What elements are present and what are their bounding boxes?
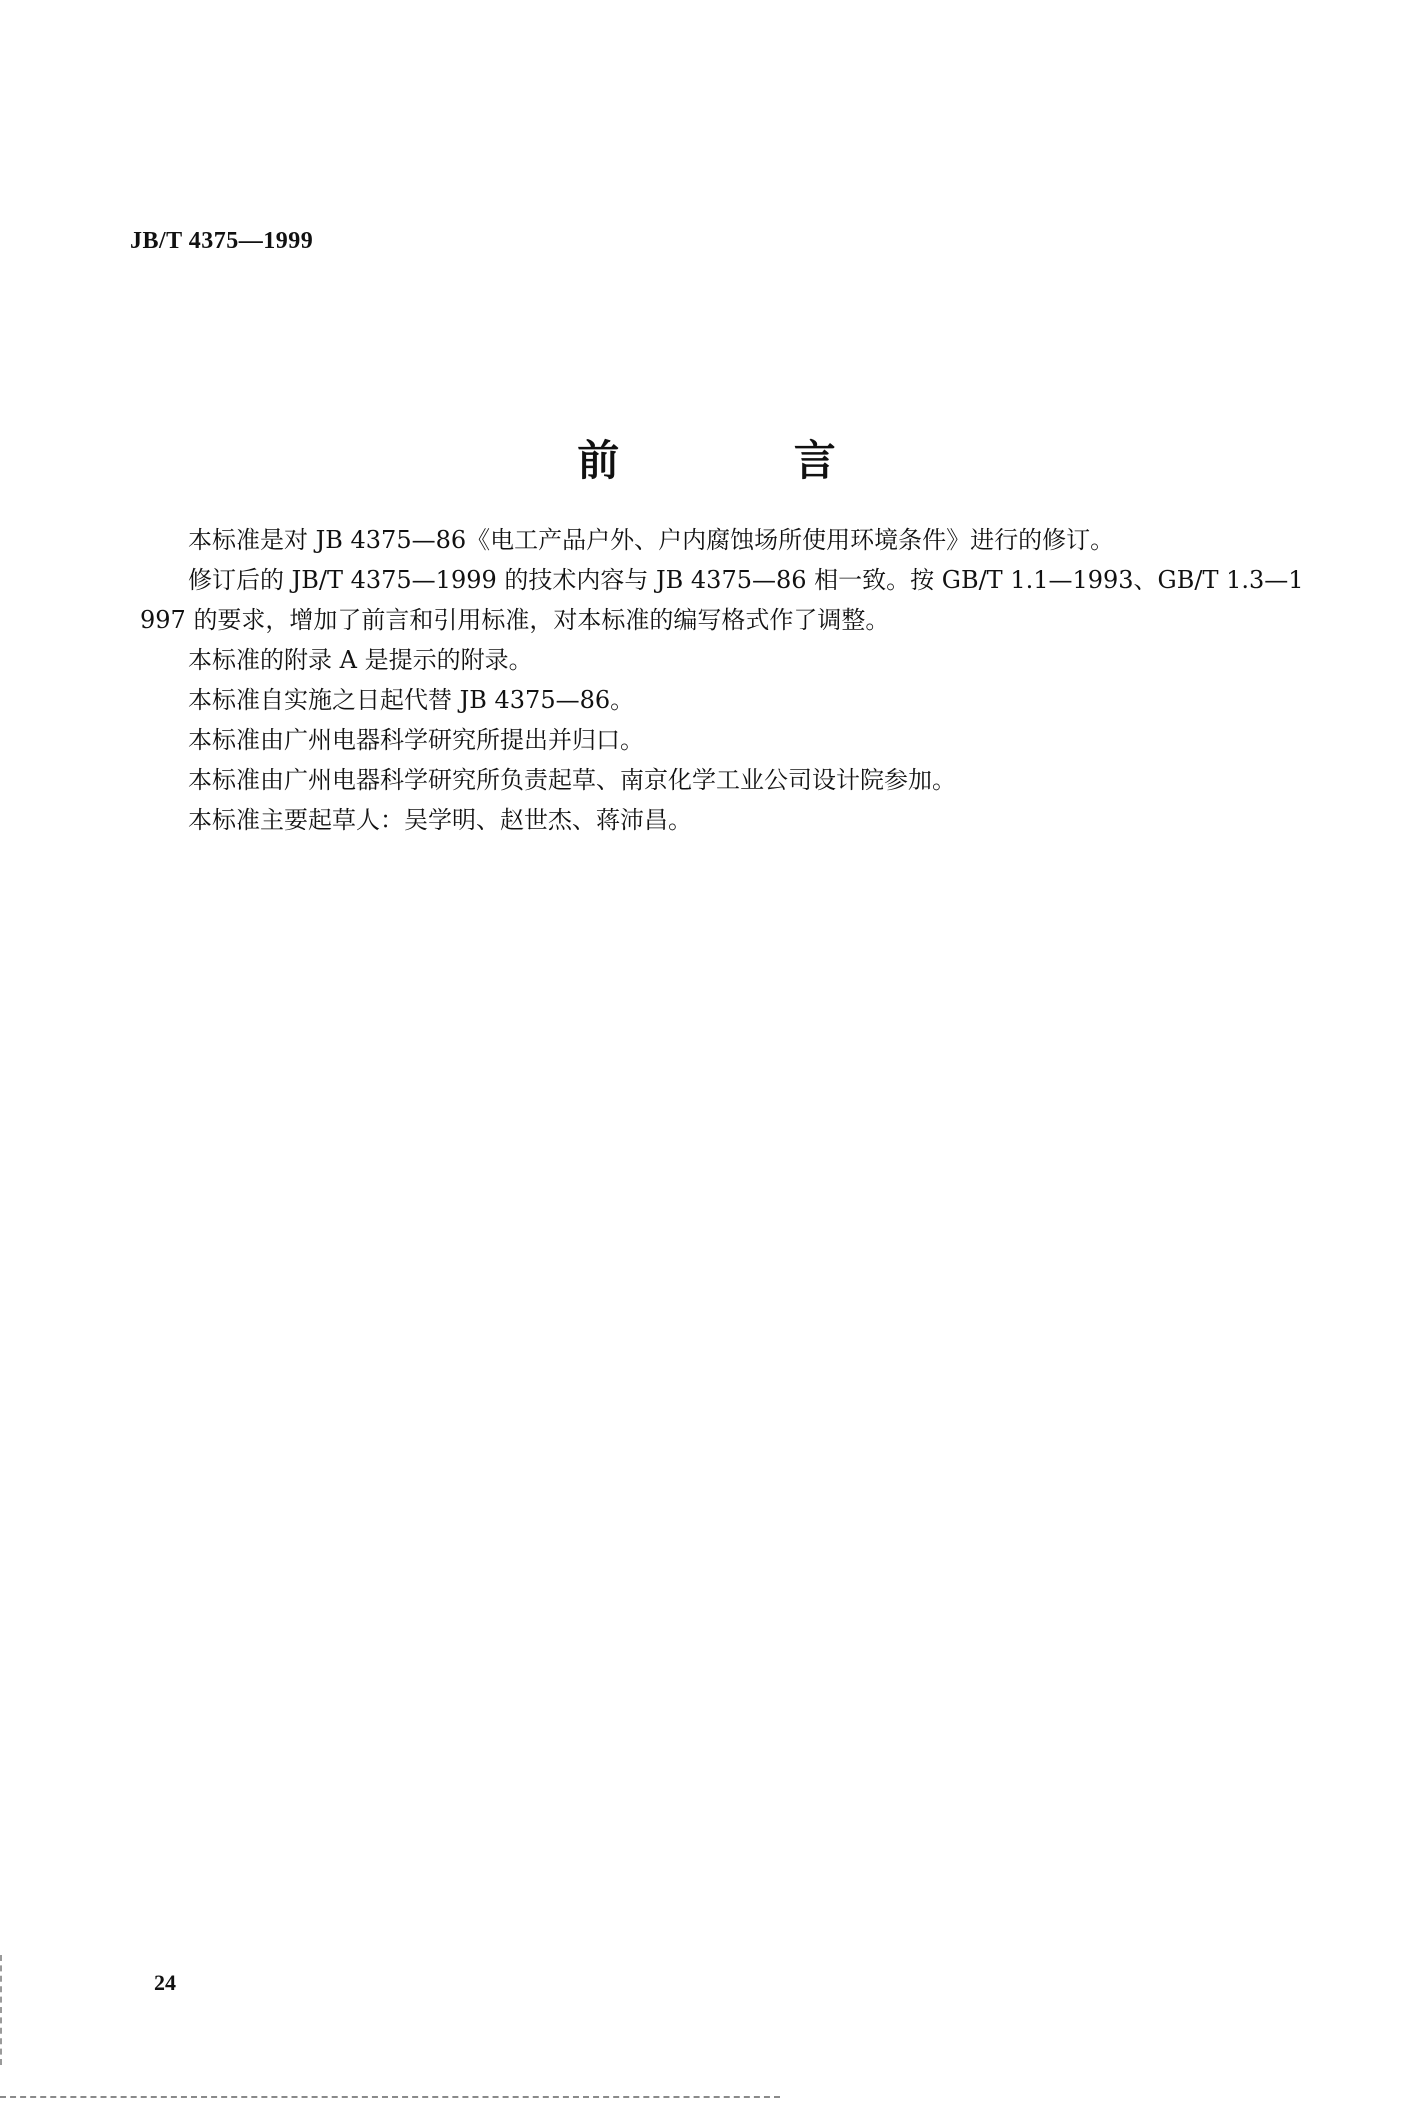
paragraph-technical-content: 修订后的 JB/T 4375—1999 的技术内容与 JB 4375—86 相一致。按 GB/T 1.1—1993、GB/T 1.3—1997 的要求，增加了前言和引用标准，对本标准的编写格式作了调整。 <box>140 566 1304 634</box>
page-number: 24 <box>154 1970 176 1995</box>
paragraph-proposer: 本标准由广州电器科学研究所提出并归口。 <box>188 726 644 754</box>
paragraph-drafters: 本标准主要起草人：吴学明、赵世杰、蒋沛昌。 <box>188 806 692 834</box>
paragraph-drafting-units: 本标准由广州电器科学研究所负责起草、南京化学工业公司设计院参加。 <box>188 766 956 794</box>
preface-body <box>140 520 1310 840</box>
page-title: 前 言 <box>577 436 916 485</box>
paragraph-replacement: 本标准自实施之日起代替 JB 4375—86。 <box>188 686 635 714</box>
scan-edge-mark <box>0 1955 6 2065</box>
paragraph-appendix: 本标准的附录 A 是提示的附录。 <box>188 646 533 674</box>
paragraph-revision-basis: 本标准是对 JB 4375—86《电工产品户外、户内腐蚀场所使用环境条件》进行的修订。 <box>188 526 1115 554</box>
scan-bottom-mark <box>0 2090 780 2098</box>
standard-code: JB/T 4375—1999 <box>130 228 314 254</box>
